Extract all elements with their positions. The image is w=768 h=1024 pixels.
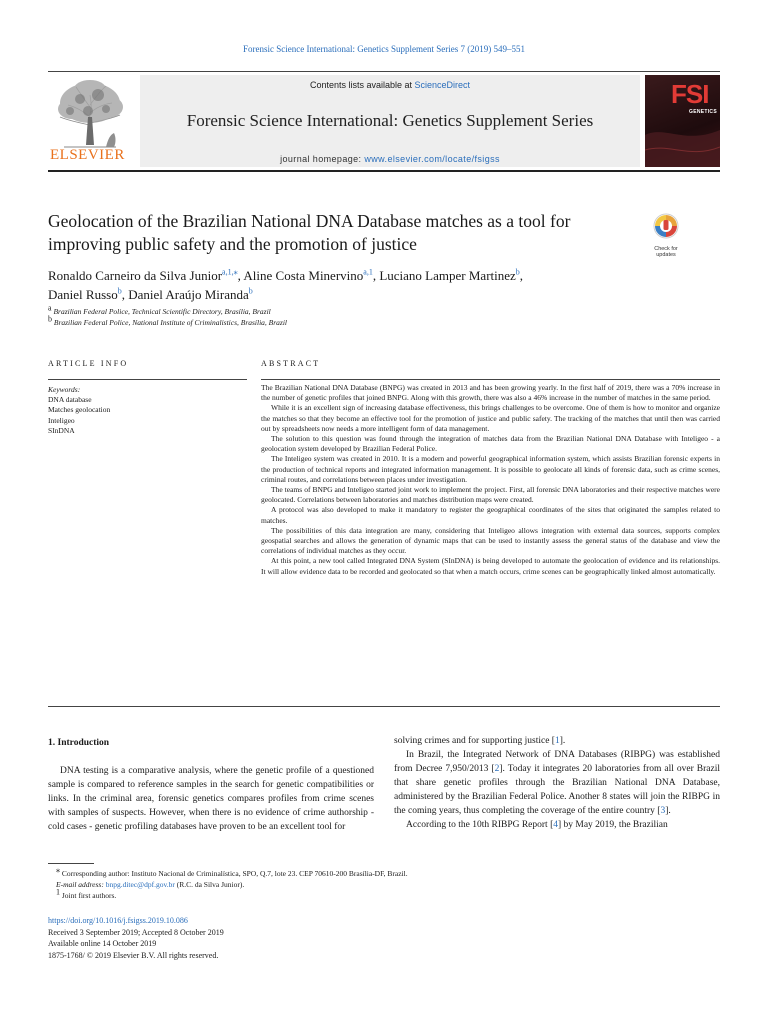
- crossmark-label-line1: Check for: [654, 246, 678, 252]
- abstract-paragraph: The Inteligeo system was created in 2010. It is a modern and powerful geographical information system, which assists Brazilian forensic experts in the production of technical reports and integrated information management. It is possible to geolocate all kinds of forensic data, such as crime scenes, criminal routes, and correlations between places under investigation.: [261, 454, 720, 484]
- journal-homepage-line: [140, 154, 640, 164]
- body-text: ] by May 2019, the Brazilian: [557, 820, 668, 830]
- contents-lists-line: [140, 80, 640, 90]
- check-for-updates-button[interactable]: [644, 213, 688, 257]
- footnote-joint: [48, 887, 720, 901]
- affiliation-text: Brazilian Federal Police, Technical Scientific Directory, Brasília, Brazil: [53, 307, 271, 316]
- affiliation-text: Brazilian Federal Police, National Institute of Criminalistics, Brasília, Brazil: [53, 318, 287, 327]
- keywords-block: [48, 385, 248, 436]
- masthead: [48, 71, 720, 169]
- article-info-rule: [48, 379, 247, 380]
- masthead-center-panel: [140, 75, 640, 167]
- abstract-paragraph: The solution to this question was found through the integration of matches data from the Brazilian National DNA Database with Inteligeo - a geolocation system developed by Brazilian Federal Police.: [261, 434, 720, 454]
- body-column-left: [48, 736, 374, 834]
- journal-title: Forensic Science International: Genetics Supplement Series: [186, 111, 594, 130]
- body-paragraph: [394, 818, 720, 832]
- email-suffix: (R.C. da Silva Junior).: [174, 880, 245, 889]
- abstract-paragraph: The teams of BNPG and Inteligeo started joint work to implement the project. First, all forensic DNA laboratories and their respective matches were geolocated. Correlations between laboratories and matches distribution maps were created.: [261, 485, 720, 505]
- crossmark-label: [644, 246, 688, 258]
- author-name[interactable]: Daniel Araújo Miranda: [128, 287, 249, 302]
- journal-homepage-link[interactable]: www.elsevier.com/locate/fsigss: [364, 154, 500, 164]
- author-affiliation-mark[interactable]: [222, 268, 238, 277]
- author-name[interactable]: Ronaldo Carneiro da Silva Junior: [48, 268, 223, 283]
- citation-link[interactable]: 2: [494, 764, 500, 774]
- abstract-end-rule: [48, 706, 720, 707]
- email-link[interactable]: bnpg.ditec@dpf.gov.br: [105, 880, 175, 889]
- abstract-paragraph: The Brazilian National DNA Database (BNPG) was created in 2013 and has been growing yearly. In the first half of 2019, there was a 70% increase in the number of genetic profiles that joined BNPG. Along with this growth, there was also a 46% increase in the number of matches in the same period.: [261, 383, 720, 403]
- footnotes: [48, 865, 720, 901]
- footnote-mark: ⁎: [56, 865, 60, 875]
- contents-prefix: Contents lists available at: [309, 80, 415, 90]
- author-separator: ,: [372, 268, 380, 283]
- author-separator: ,: [237, 268, 244, 283]
- crossmark-label-line2: updates: [656, 252, 676, 258]
- abstract-body: [261, 383, 720, 577]
- abstract-paragraph: At this point, a new tool called Integrated DNA System (SInDNA) is being developed to automate the geolocation of evidence and its relationships. It will allow evidence data to be recorded and geolocated so that when a match occurs, crime scenes can be geographically linked almost automatically.: [261, 556, 720, 576]
- citation-link[interactable]: 3: [660, 806, 666, 816]
- affiliations: [48, 303, 688, 328]
- author-list: [48, 266, 688, 304]
- keyword-item: Matches geolocation: [48, 405, 111, 415]
- body-text: solving crimes and for supporting justice [: [394, 736, 555, 746]
- doi-link[interactable]: https://doi.org/10.1016/j.fsigss.2019.10.086: [48, 916, 188, 925]
- body-paragraph: [394, 734, 720, 748]
- email-label: E-mail address:: [56, 880, 106, 889]
- sciencedirect-link[interactable]: ScienceDirect: [414, 80, 471, 90]
- keyword-item: DNA database: [48, 395, 92, 405]
- footnote-corresponding: [48, 865, 720, 879]
- abstract-rule: [261, 379, 720, 380]
- author-name[interactable]: Luciano Lamper Martinez: [379, 268, 516, 283]
- author-affiliation-mark[interactable]: b: [515, 267, 520, 277]
- corresponding-author-mark: ⁎: [233, 267, 238, 277]
- masthead-bottom-rule: [48, 170, 720, 172]
- cover-subtitle: GENETICS: [689, 109, 717, 115]
- body-text: According to the 10th RIBPG Report [: [406, 820, 554, 830]
- body-text: ]. Today it integrates 20 laboratories from all over Brazil that share genetic profiles through the Brazilian National DNA Database, administered by the Brazilian Federal Police. Another 8 states will join the RIBPG in the coming years, thus completing the coverage of the entire country [: [394, 764, 720, 816]
- author-name[interactable]: Aline Costa Minervino: [243, 268, 364, 283]
- body-text: ].: [559, 736, 566, 746]
- publication-info: [48, 915, 720, 961]
- footnote-email: [48, 879, 720, 890]
- author-separator: ,: [519, 268, 524, 283]
- received-dates: Received 3 September 2019; Accepted 8 October 2019: [48, 927, 224, 937]
- affiliation-mark: b: [48, 314, 52, 324]
- author-separator: ,: [121, 287, 129, 302]
- body-text: In Brazil, the Integrated Network of DNA Databases (RIBPG) was established from Decree 7,950/2013 [: [394, 750, 720, 774]
- author-affiliation-mark[interactable]: a,1: [363, 267, 373, 277]
- citation-link[interactable]: 4: [553, 820, 558, 830]
- author-affiliation-mark[interactable]: b: [117, 286, 122, 296]
- paper-title: Geolocation of the Brazilian National DNA Database matches as a tool for improving public safety and the promotion of justice: [48, 211, 571, 254]
- body-column-right: [394, 734, 720, 832]
- article-info-heading: ARTICLE INFO: [48, 359, 129, 368]
- homepage-prefix: journal homepage:: [280, 154, 365, 164]
- keyword-item: SInDNA: [48, 425, 75, 435]
- abstract-heading: ABSTRACT: [261, 359, 321, 368]
- footnote-text: Corresponding author: Instituto Nacional de Criminalística, SPO, Q.7, lote 23. CEP 70610-200 Brasília-DF, Brazil.: [61, 869, 408, 878]
- crossmark-icon: [653, 213, 679, 239]
- cover-title: FSI: [671, 79, 709, 109]
- journal-cover-thumbnail[interactable]: [645, 75, 720, 167]
- section-heading-introduction: 1. Introduction: [48, 738, 110, 748]
- keyword-item: Inteligeo: [48, 415, 75, 425]
- online-date: Available online 14 October 2019: [48, 939, 157, 948]
- abstract-paragraph: The possibilities of this data integration are many, considering that Inteligeo allows integration with external data sources, supports complex geospatial searches and allows the generation of dynamic maps that can be used to instantly assess the general status of the database and view the correlations of individual matches as they occur.: [261, 525, 720, 556]
- masthead-top-rule: [48, 71, 720, 72]
- author-name[interactable]: Daniel Russo: [48, 287, 118, 302]
- abstract-paragraph: While it is an excellent sign of increasing database effectiveness, this brings challenges to be overcome. One of them is how to monitor and organize the matches so that they become an effective tool for the promotion of justice and public safety. The tracking of the matches that until then was carried out by spreadsheets now needs a more intelligent form of data management.: [261, 403, 720, 433]
- footnote-rule: [48, 863, 94, 864]
- author-affil-sup: a,1,: [222, 267, 234, 277]
- footnote-text: Joint first authors.: [61, 891, 117, 900]
- author-affiliation-mark[interactable]: b: [248, 286, 253, 296]
- keywords-label: Keywords:: [48, 385, 81, 394]
- footnote-mark: 1: [56, 887, 60, 897]
- elsevier-wordmark: ELSEVIER: [50, 147, 125, 163]
- citation-link[interactable]: 1: [554, 736, 560, 746]
- journal-reference-link[interactable]: Forensic Science International: Genetics Supplement Series 7 (2019) 549–551: [243, 44, 525, 54]
- affiliation-mark: a: [48, 303, 52, 313]
- body-paragraph: [394, 748, 720, 818]
- body-paragraph: DNA testing is a comparative analysis, where the genetic profile of a questioned sample is compared to reference samples in the search for genetic compatibilities or links. In the criminal area, forensic genetics compares profiles from crime scenes with samples of suspects. However, when there is no evidence of crime authorship - cold cases - genetic profiling databases have proven to be an excellent tool for: [48, 766, 374, 832]
- copyright-line: 1875-1768/ © 2019 Elsevier B.V. All rights reserved.: [48, 950, 219, 960]
- affiliation-item: [48, 303, 688, 317]
- abstract-paragraph: A protocol was also developed to make it mandatory to register the geographical coordinates of the sites that originated the samples related to matches.: [261, 505, 720, 525]
- body-text: ].: [665, 806, 671, 816]
- affiliation-item: [48, 314, 688, 328]
